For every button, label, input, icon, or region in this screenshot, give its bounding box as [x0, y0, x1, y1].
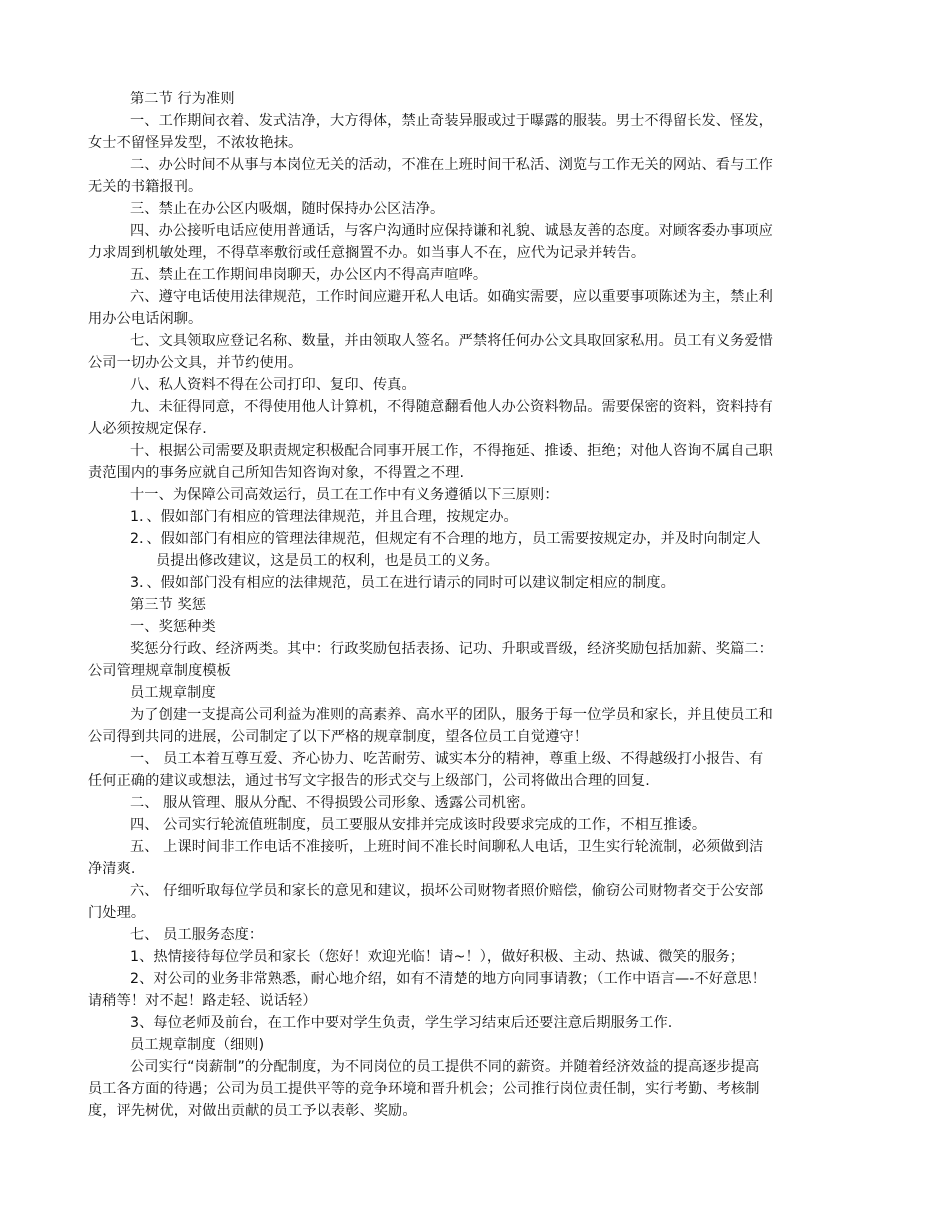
- text-line: 公司管理规章制度模板: [88, 663, 231, 679]
- text-line: 十、根据公司需要及职责规定积极配合同事开展工作，不得拖延、推诿、拒绝；对他人咨询不属自己职: [130, 443, 773, 459]
- text-line: 三、禁止在办公区内吸烟，随时保持办公区洁净。: [130, 201, 445, 217]
- text-line: 门处理。: [88, 905, 146, 921]
- text-line: 二、办公时间不从事与本岗位无关的活动，不准在上班时间干私活、浏览与工作无关的网站、看与工作: [130, 157, 773, 173]
- text-line: 第三节 奖惩: [130, 597, 207, 613]
- text-line: 1、热情接待每位学员和家长（您好！欢迎光临！请~！），做好积极、主动、热诚、微笑的服务；: [130, 949, 745, 965]
- text-line: 无关的书籍报刊。: [88, 179, 203, 195]
- text-line: 1．、假如部门有相应的管理法律规范，并且合理，按规定办。: [130, 509, 518, 525]
- text-line: 六、 仔细听取每位学员和家长的意见和建议，损坏公司财物者照价赔偿，偷窃公司财物者交于公安部: [130, 883, 764, 899]
- document-body: [88, 88, 858, 1122]
- text-line: 公司得到共同的进展，公司制定了以下严格的规章制度，望各位员工自觉遵守！: [88, 729, 589, 745]
- text-line: 2、对公司的业务非常熟悉，耐心地介绍，如有不清楚的地方向同事请教；（工作中语言—-不好意思！: [130, 971, 766, 987]
- text-line: 第二节 行为准则: [130, 91, 235, 107]
- text-line: 一、工作期间衣着、发式洁净，大方得体，禁止奇装异服或过于曝露的服装。男士不得留长发、怪发，: [130, 113, 773, 129]
- text-line: 二、 服从管理、服从分配、不得损毁公司形象、透露公司机密。: [130, 795, 535, 811]
- text-line: 员工规章制度: [130, 685, 216, 701]
- text-line: 公司实行“岗薪制”的分配制度，为不同岗位的员工提供不同的薪资。并随着经济效益的提高逐步提高: [130, 1059, 760, 1075]
- text-line: 女士不留怪异发型，不浓妆艳抹。: [88, 135, 303, 151]
- text-line: 七、 员工服务态度：: [130, 927, 264, 943]
- text-line: 净清爽.: [88, 861, 136, 877]
- text-line: 员工规章制度（细则): [130, 1037, 265, 1053]
- text-line: 五、 上课时间非工作电话不准接听，上班时间不准长时间聊私人电话，卫生实行轮流制，必须做到洁: [130, 839, 764, 855]
- text-line: 奖惩分行政、经济两类。其中：行政奖励包括表扬、记功、升职或晋级，经济奖励包括加薪、奖篇二：: [130, 641, 773, 657]
- text-line: 员提出修改建议，这是员工的权利，也是员工的义务。: [156, 553, 499, 569]
- text-line: 3、每位老师及前台，在工作中要对学生负责，学生学习结束后还要注意后期服务工作.: [130, 1015, 673, 1031]
- text-line: 为了创建一支提高公司利益为准则的高素养、高水平的团队，服务于每一位学员和家长，并且使员工和: [130, 707, 773, 723]
- text-line: 公司一切办公文具，并节约使用。: [88, 355, 303, 371]
- text-line: 责范围内的事务应就自己所知告知咨询对象，不得置之不理.: [88, 465, 465, 481]
- text-line: 十一、为保障公司高效运行，员工在工作中有义务遵循以下三原则：: [130, 487, 559, 503]
- text-line: 四、办公接听电话应使用普通话，与客户沟通时应保持谦和礼貌、诚恳友善的态度。对顾客委办事项应: [130, 223, 773, 239]
- text-line: 五、禁止在工作期间串岗聊天，办公区内不得高声喧哗。: [130, 267, 488, 283]
- text-line: 六、遵守电话使用法律规范，工作时间应避开私人电话。如确实需要，应以重要事项陈述为主，禁止利: [130, 289, 773, 305]
- text-line: 八、私人资料不得在公司打印、复印、传真。: [130, 377, 416, 393]
- text-line: 一、奖惩种类: [130, 619, 216, 635]
- text-line: 员工各方面的待遇；公司为员工提供平等的竞争环境和晋升机会；公司推行岗位责任制，实行考勤、考核制: [88, 1081, 760, 1097]
- text-line: 2．、假如部门有相应的管理法律规范，但规定有不合理的地方，员工需要按规定办，并及时向制定人: [130, 531, 761, 547]
- text-line: 七、文具领取应登记名称、数量，并由领取人签名。严禁将任何办公文具取回家私用。员工有义务爱惜: [130, 333, 773, 349]
- text-line: 人必须按规定保存.: [88, 421, 207, 437]
- text-line: 力求周到机敏处理，不得草率敷衍或任意搁置不办。如当事人不在，应代为记录并转告。: [88, 245, 646, 261]
- text-line: 九、未征得同意，不得使用他人计算机，不得随意翻看他人办公资料物品。需要保密的资料，资料持有: [130, 399, 773, 415]
- text-line: 用办公电话闲聊。: [88, 311, 203, 327]
- text-line: 请稍等！对不起！路走轻、说话轻）: [88, 993, 317, 1009]
- text-line: 3．、假如部门没有相应的法律规范，员工在进行请示的同时可以建议制定相应的制度。: [130, 575, 675, 591]
- text-line: 度，评先树优，对做出贡献的员工予以表彰、奖励。: [88, 1103, 417, 1119]
- text-line: 任何正确的建议或想法，通过书写文字报告的形式交与上级部门，公司将做出合理的回复.: [88, 773, 650, 789]
- text-line: 一、 员工本着互尊互爱、齐心协力、吃苦耐劳、诚实本分的精神，尊重上级、不得越级打小报告、有: [130, 751, 764, 767]
- text-line: 四、 公司实行轮流值班制度，员工要服从安排并完成该时段要求完成的工作，不相互推诿。: [130, 817, 707, 833]
